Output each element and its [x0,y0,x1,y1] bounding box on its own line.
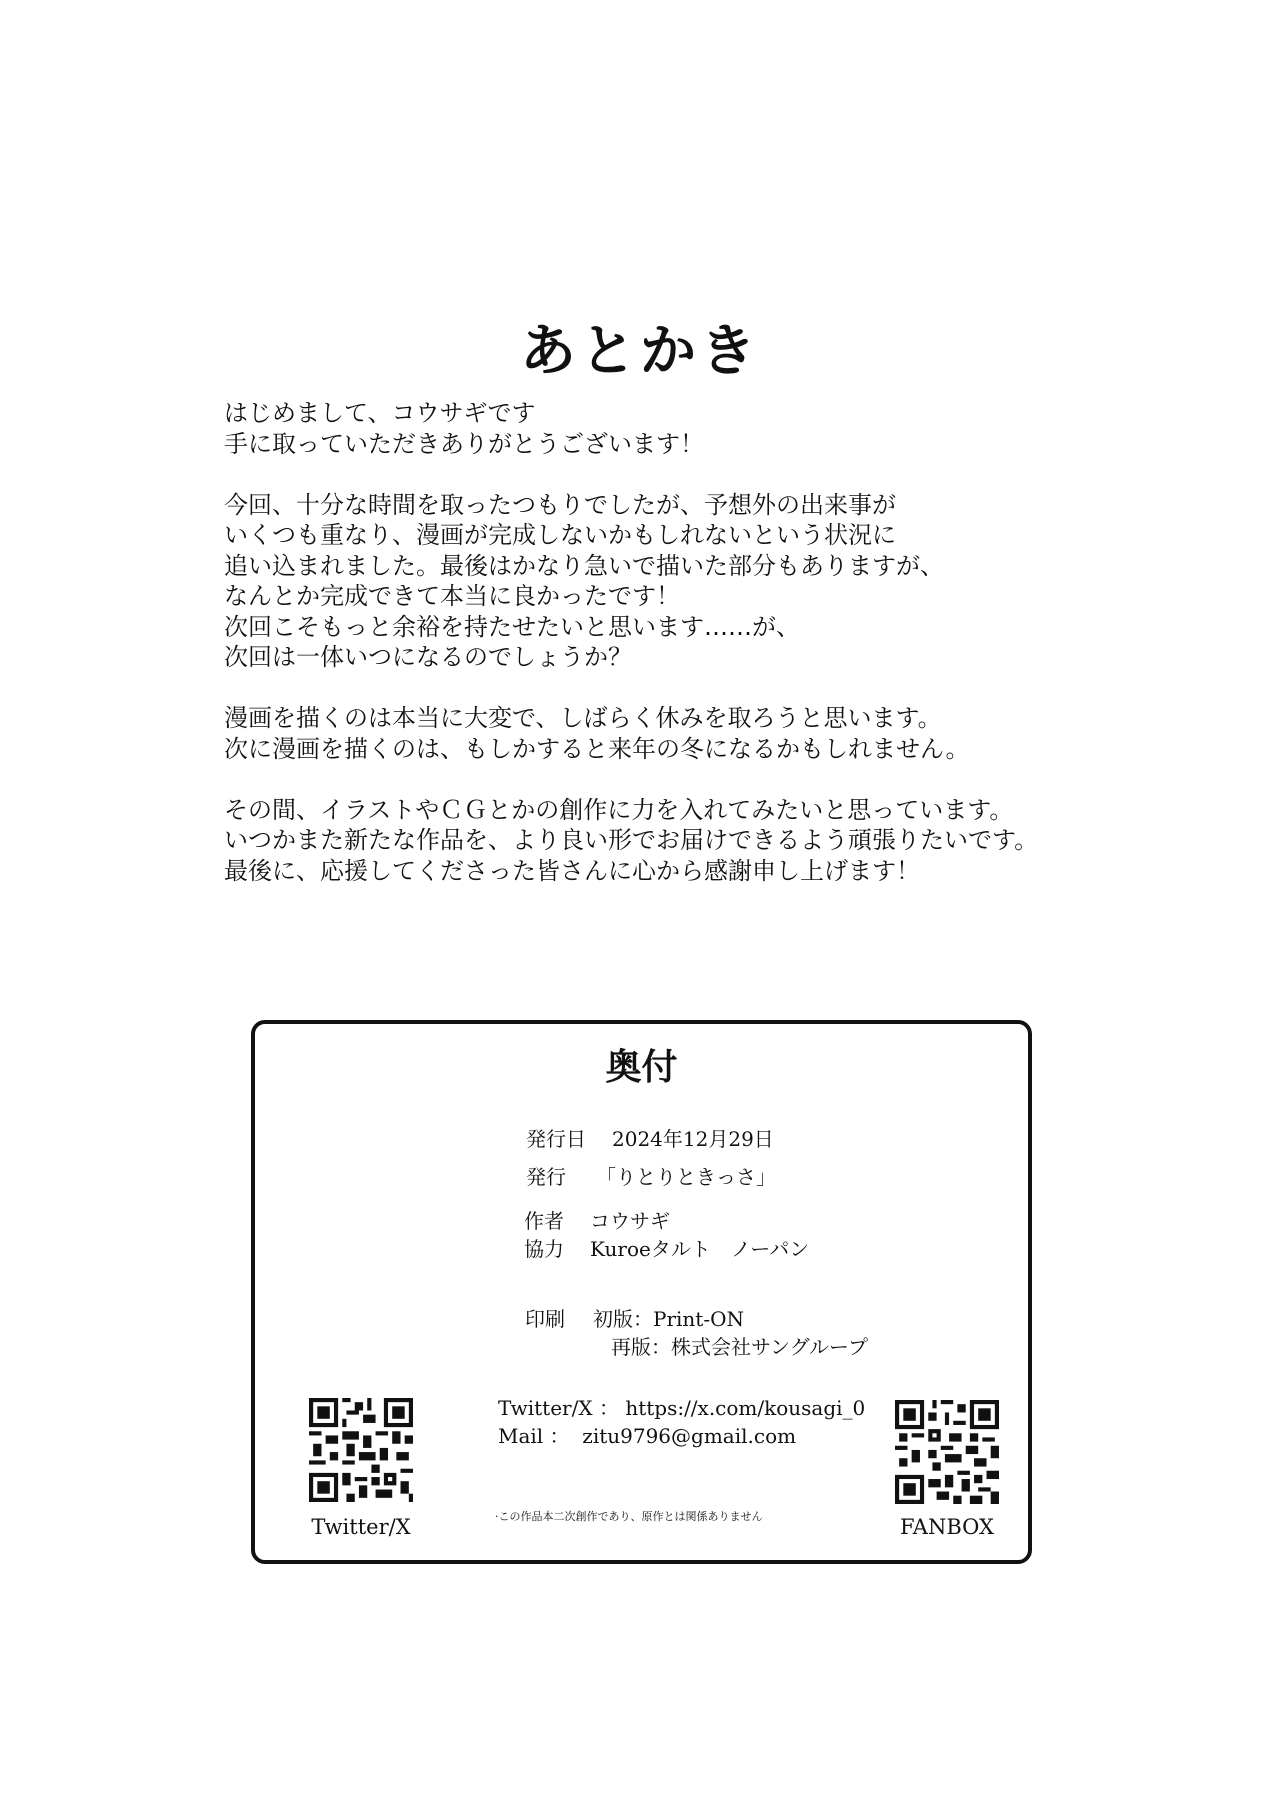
derivative-notice: ·この作品本二次創作であり、原作とは関係ありません [495,1510,763,1523]
colophon-title: 奥付 [605,1046,678,1088]
colophon-box [251,1020,1032,1564]
twitter-row [498,1394,865,1422]
cooperation-row [524,1236,809,1262]
author-row [524,1208,670,1234]
issue-date-label: 発行日 [526,1127,586,1151]
afterword-paragraph [224,490,1224,673]
afterword-line: 最後に、応援してくださった皆さんに心から感謝申し上げます！ [224,856,920,885]
afterword-paragraph [224,795,1224,887]
afterword-line: いつかまた新たな作品を、より良い形でお届けできるよう頑張りたいです。 [224,826,1039,854]
twitter-qr-label: Twitter/X [311,1515,411,1539]
twitter-url[interactable]: https://x.com/kousagi_0 [625,1396,866,1420]
cooperation-label: 協力 [524,1237,564,1261]
mail-row [498,1422,865,1450]
publisher-row [526,1164,776,1190]
afterword-body [224,398,1224,917]
cooperation-value: Kuroeタルト ノーパン [590,1237,810,1261]
afterword-line: はじめまして、コウサギです [224,399,536,427]
afterword-line: その間、イラストやＣＧとかの創作に力を入れてみたいと思っています。 [224,795,1014,824]
afterword-line: 次回は一体いつになるのでしょうか？ [224,643,632,671]
afterword-line: 次に漫画を描くのは、もしかすると来年の冬になるかもしれません。 [224,734,970,763]
afterword-paragraph [224,703,1224,764]
publisher-value: 「りとりときっさ」 [596,1165,776,1189]
afterword-line: 手に取っていただきありがとうございます！ [224,429,704,458]
afterword-title: あとかき [520,319,760,384]
issue-date-row [526,1126,774,1152]
fanbox-qr-code-icon[interactable] [895,1400,999,1504]
issue-date-value: 2024年12月29日 [612,1127,774,1151]
afterword-line: 漫画を描くのは本当に大変で、しばらく休みを取ろうと思います。 [224,704,942,732]
twitter-label: Twitter/X ： [498,1396,619,1420]
printing-label: 印刷 [525,1307,565,1331]
afterword-paragraph [224,398,1224,459]
author-label: 作者 [524,1209,564,1233]
first-edition: 初版：Print-ON [593,1307,744,1331]
afterword-line: 今回、十分な時間を取ったつもりでしたが、予想外の出来事が [224,490,896,519]
twitter-qr-code-icon[interactable] [309,1398,413,1502]
afterword-line: いくつも重なり、漫画が完成しないかもしれないという状況に [224,521,896,549]
afterword-line: なんとか完成できて本当に良かったです！ [224,582,680,610]
author-value: コウサギ [590,1209,670,1233]
fanbox-qr-label: FANBOX [900,1515,994,1539]
printing-row [525,1306,744,1332]
publisher-label: 発行 [526,1165,566,1189]
afterword-line: 次回こそもっと余裕を持たせたいと思います……が、 [224,612,800,641]
mail-label: Mail ： [498,1424,570,1448]
reprint-row [611,1334,868,1360]
contact-block [498,1394,865,1450]
mail-address[interactable]: zitu9796@gmail.com [582,1424,797,1448]
afterword-line: 追い込まれました。最後はかなり急いで描いた部分もありますが、 [224,551,944,580]
reprint-value: 再版：株式会社サングループ [611,1335,868,1359]
